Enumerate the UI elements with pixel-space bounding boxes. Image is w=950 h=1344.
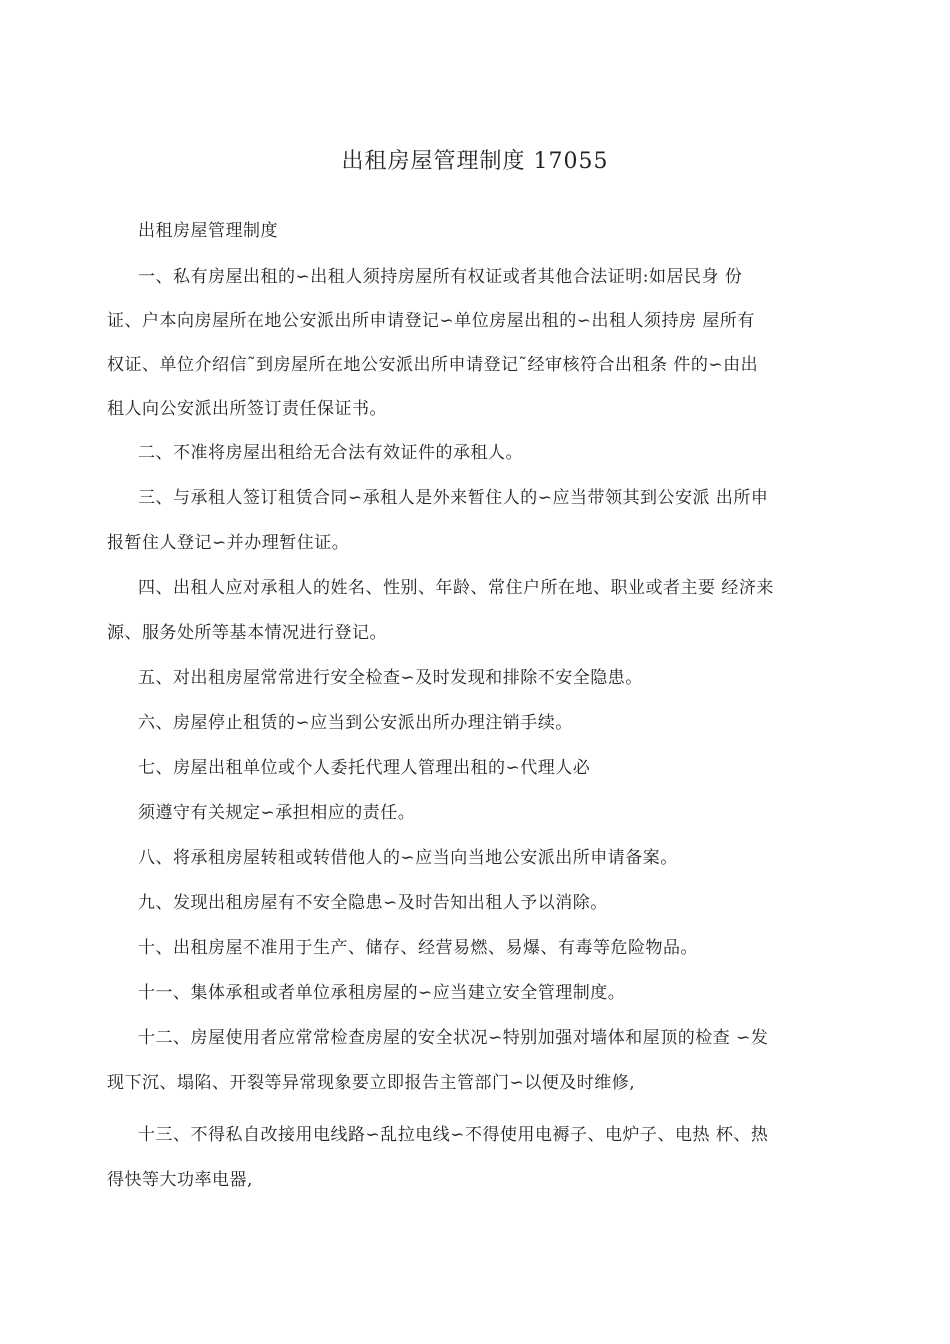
paragraph-line: 一、私有房屋出租的∽出租人须持房屋所有权证或者其他合法证明:如居民身 份: [138, 267, 743, 287]
paragraph-line: 二、不准将房屋出租给无合法有效证件的承租人。: [138, 443, 523, 463]
paragraph-line: 十三、不得私自改接用电线路∽乱拉电线∽不得使用电褥子、电炉子、电热 杯、热: [138, 1125, 769, 1145]
paragraph-line: 十二、房屋使用者应常常检查房屋的安全状况∽特别加强对墙体和屋顶的检查 ∽发: [138, 1028, 769, 1048]
paragraph-line: 九、发现出租房屋有不安全隐患∽及时告知出租人予以消除。: [138, 893, 608, 913]
paragraph-line: 十、出租房屋不准用于生产、储存、经营易燃、易爆、有毒等危险物品。: [138, 938, 698, 958]
paragraph-line: 现下沉、塌陷、开裂等异常现象要立即报告主管部门∽以便及时维修,: [107, 1073, 636, 1093]
paragraph-line: 十一、集体承租或者单位承租房屋的∽应当建立安全管理制度。: [138, 983, 626, 1003]
paragraph-line: 报暂住人登记∽并办理暂住证。: [107, 533, 350, 553]
paragraph-line: 权证、单位介绍信˜到房屋所在地公安派出所申请登记˜经审核符合出租条 件的∽由出: [107, 355, 759, 375]
paragraph-line: 源、服务处所等基本情况进行登记。: [107, 623, 387, 643]
paragraph-line: 四、出租人应对承租人的姓名、性别、年龄、常住户所在地、职业或者主要 经济来: [138, 578, 774, 598]
paragraph-line: 证、户本向房屋所在地公安派出所申请登记∽单位房屋出租的∽出租人须持房 屋所有: [107, 311, 755, 331]
paragraph-line: 租人向公安派出所签订责任保证书。: [107, 399, 387, 419]
doc-subtitle: 出租房屋管理制度: [138, 221, 278, 241]
paragraph-line: 须遵守有关规定∽承担相应的责任。: [138, 803, 416, 823]
paragraph-line: 七、房屋出租单位或个人委托代理人管理出租的∽代理人必: [138, 758, 591, 778]
page-title: 出租房屋管理制度 17055: [341, 149, 609, 174]
paragraph-line: 得快等大功率电器,: [107, 1170, 253, 1190]
paragraph-line: 三、与承租人签订租赁合同∽承租人是外来暂住人的∽应当带领其到公安派 出所申: [138, 488, 769, 508]
paragraph-line: 五、对出租房屋常常进行安全检查∽及时发现和排除不安全隐患。: [138, 668, 643, 688]
paragraph-line: 六、房屋停止租赁的∽应当到公安派出所办理注销手续。: [138, 713, 573, 733]
paragraph-line: 八、将承租房屋转租或转借他人的∽应当向当地公安派出所申请备案。: [138, 848, 678, 868]
